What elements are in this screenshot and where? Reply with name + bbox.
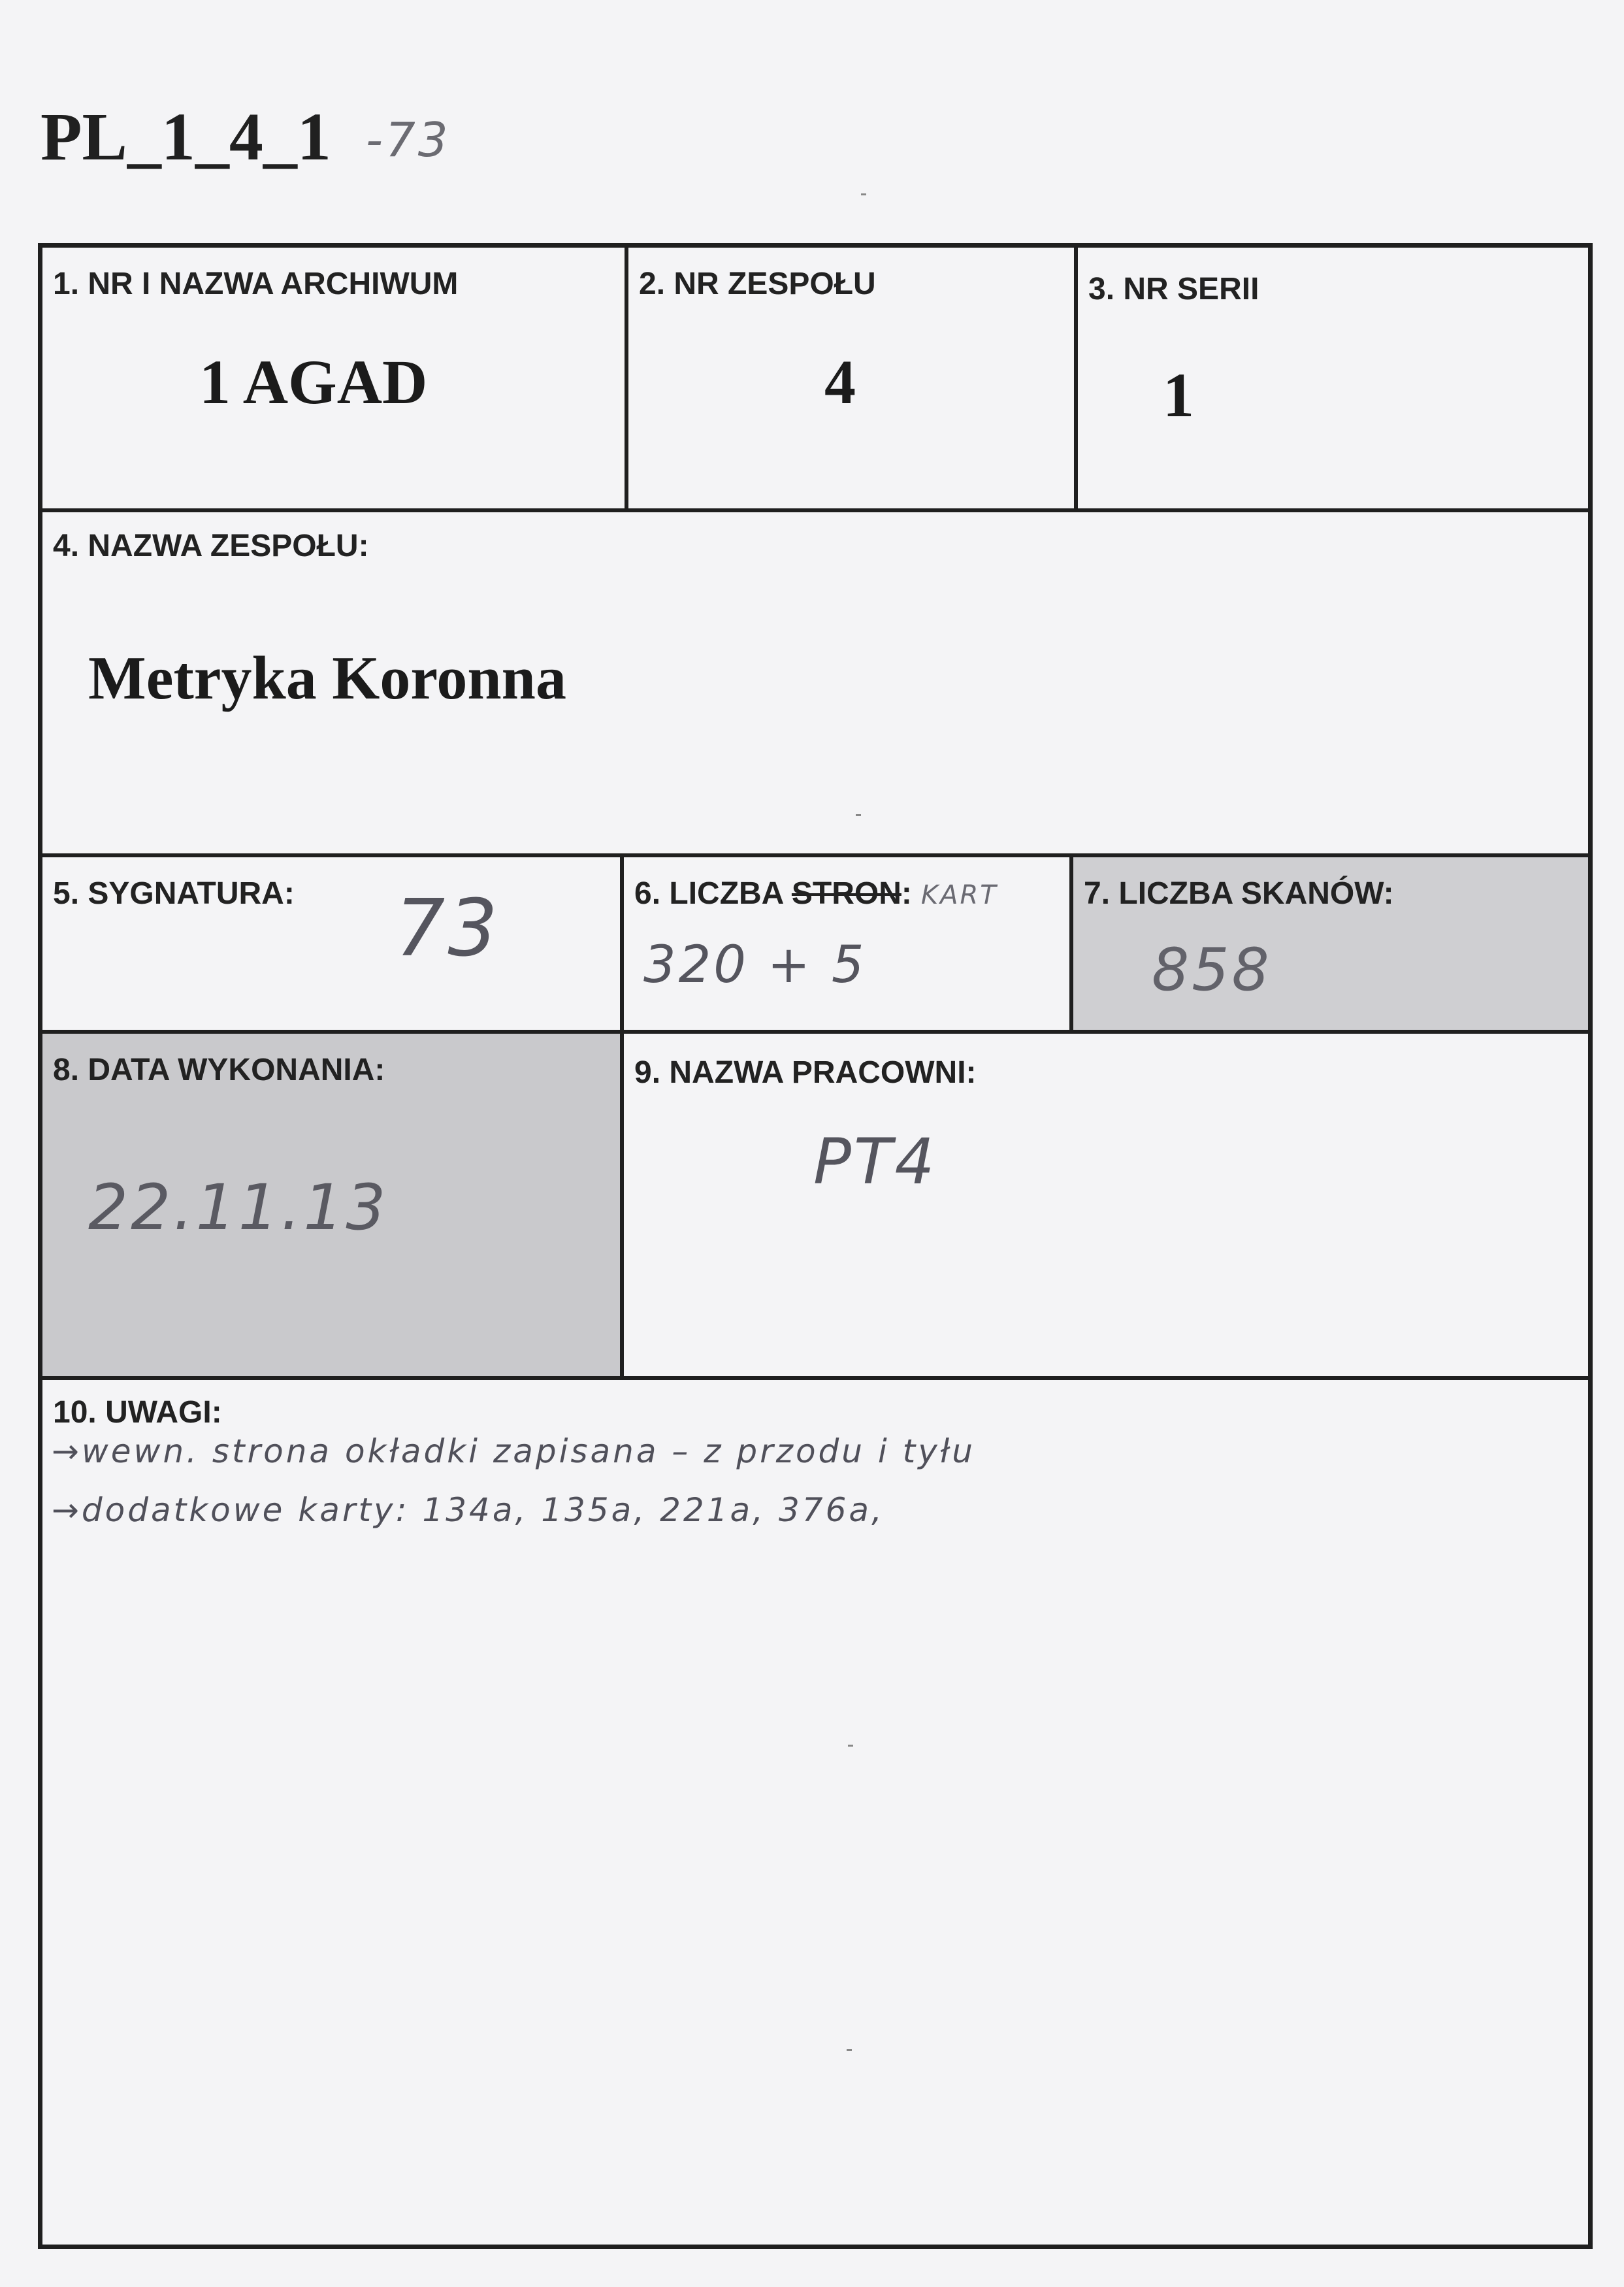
scan-count-cell — [1073, 857, 1588, 1034]
scan-speck — [847, 2049, 852, 2051]
fond-name-label: 4. NAZWA ZESPOŁU: — [53, 529, 369, 563]
workshop-cell — [624, 1034, 1588, 1380]
page-count-label-struck: STRON — [791, 876, 901, 911]
notes-line-1: →wewn. strona okładki zapisana – z przodu i tyłu — [52, 1432, 975, 1470]
page-code: PL_1_4_1 — [41, 99, 331, 174]
signature-label: 5. SYGNATURA: — [53, 876, 295, 911]
date-label: 8. DATA WYKONANIA: — [53, 1053, 385, 1087]
page-count-label-suffix: : — [901, 876, 912, 911]
fond-number-cell — [628, 248, 1078, 512]
date-value: 22.11.13 — [88, 1171, 389, 1244]
notes-line-2: →dodatkowe karty: 134a, 135a, 221a, 376a, — [52, 1491, 885, 1529]
scan-speck — [856, 814, 861, 816]
archive-form — [38, 243, 1593, 2249]
series-number-value: 1 — [1163, 360, 1194, 430]
scan-count-value: 858 — [1152, 936, 1272, 1004]
page-count-label-prefix: 6. LICZBA — [634, 876, 792, 911]
scan-count-label: 7. LICZBA SKANÓW: — [1084, 876, 1394, 911]
series-number-label: 3. NR SERII — [1088, 272, 1259, 306]
notes-label: 10. UWAGI: — [53, 1395, 222, 1430]
fond-name-value: Metryka Koronna — [88, 644, 566, 712]
page-count-cell — [624, 857, 1073, 1034]
workshop-value: PT4 — [813, 1125, 937, 1198]
signature-cell — [42, 857, 624, 1034]
archive-value: 1 AGAD — [199, 347, 428, 417]
page-count-label-correction: KART — [920, 880, 998, 910]
archive-label: 1. NR I NAZWA ARCHIWUM — [53, 267, 459, 301]
archive-cell — [42, 248, 628, 512]
fond-number-label: 2. NR ZESPOŁU — [639, 267, 876, 301]
signature-value: 73 — [395, 883, 500, 974]
fond-name-cell — [42, 512, 1588, 857]
notes-cell — [42, 1380, 1588, 2245]
fond-number-value: 4 — [824, 347, 856, 417]
series-number-cell — [1078, 248, 1588, 512]
date-cell — [42, 1034, 624, 1380]
workshop-label: 9. NAZWA PRACOWNI: — [634, 1055, 977, 1090]
page-count-label — [634, 876, 998, 912]
scan-speck — [861, 193, 866, 195]
page-count-value: 320 + 5 — [643, 936, 867, 995]
scan-speck — [848, 1745, 853, 1747]
page-code-handwritten: -73 — [366, 112, 451, 167]
